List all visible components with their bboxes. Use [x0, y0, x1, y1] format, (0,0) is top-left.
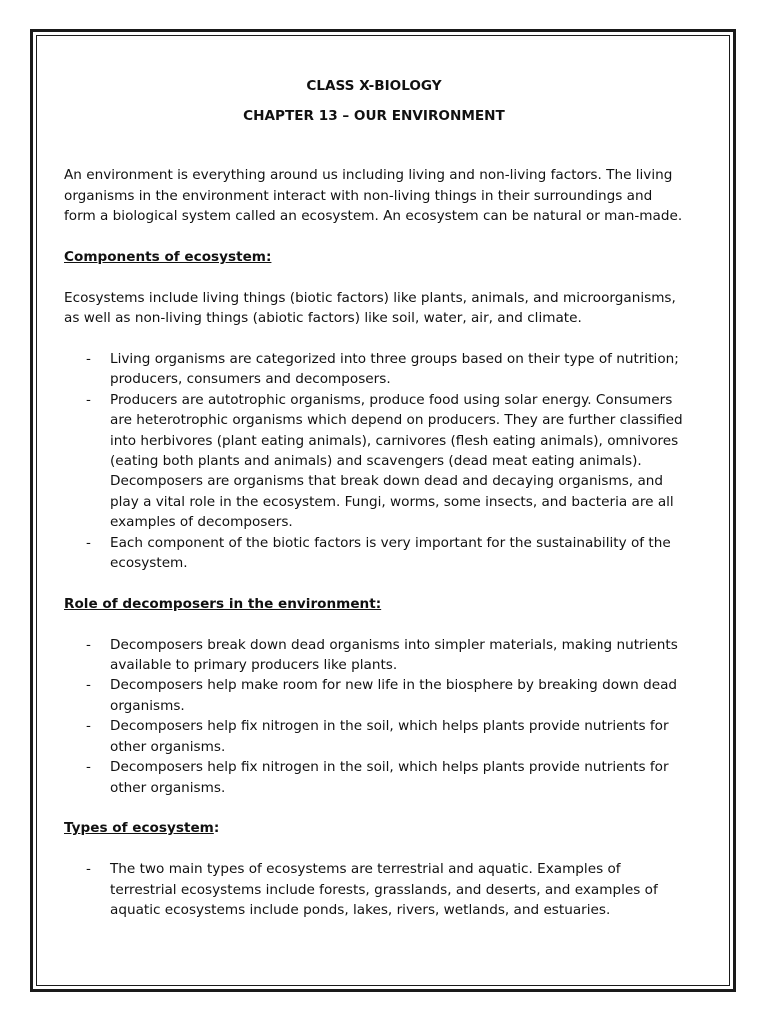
chapter-title: CHAPTER 13 – OUR ENVIRONMENT [243, 108, 505, 124]
components-paragraph: Ecosystems include living things (biotic factors) like plants, animals, and microorganisms, as well as non-living things (abiotic factors) like soil, water, air, and climate. [64, 289, 676, 327]
section-heading-types [64, 818, 684, 838]
intro-paragraph: An environment is everything around us including living and non-living factors. The living organisms in the environment interact with non-living things in their surroundings and form a biological system called an ecosystem. An ecosystem can be natural or man-made. [64, 167, 683, 225]
section-heading-decomposers [64, 594, 684, 614]
section-heading-components [64, 247, 684, 267]
list-item-text: Decomposers help fix nitrogen in the soil, which helps plants provide nutrients for other organisms. [110, 718, 669, 755]
list-item-text: The two main types of ecosystems are terrestrial and aquatic. Examples of terrestrial ecosystems include forests, grasslands, and deserts, and examples of aquatic ecosystems include ponds, lakes, rivers, wetlands, and estuaries. [110, 861, 658, 918]
section-heading-text: Components of ecosystem: [64, 249, 272, 266]
list-item [64, 716, 684, 757]
document-body [64, 76, 684, 941]
dash-bullet: - [86, 861, 91, 878]
list-item-text: Producers are autotrophic organisms, produce food using solar energy. Consumers are heterotrophic organisms which depend on producers. They are further classified into herbivores (plant eating animals), carnivores (flesh eating animals), omnivores (eating both plants and animals) and scavengers (dead meat eating animals). Decomposers are organisms that break down dead and decaying organisms, and play a vital role in the ecosystem. Fungi, worms, some insects, and bacteria are all examples of decomposers. [110, 391, 683, 531]
types-list [64, 859, 684, 920]
decomposers-list [64, 635, 684, 798]
dash-bullet: - [86, 759, 91, 776]
list-item [64, 349, 684, 390]
list-item-text: Each component of the biotic factors is very important for the sustainability of the ecosystem. [110, 534, 671, 572]
section-heading-text: Role of decomposers in the environment: [64, 595, 382, 612]
dash-bullet: - [86, 391, 91, 408]
list-item [64, 533, 684, 574]
list-item-text: Decomposers break down dead organisms into simpler materials, making nutrients available to primary producers like plants. [110, 636, 678, 674]
section-heading-suffix: : [213, 820, 220, 837]
document-title: CLASS X-BIOLOGY [306, 78, 442, 94]
list-item [64, 757, 684, 798]
list-item [64, 675, 684, 716]
dash-bullet: - [86, 534, 91, 551]
list-item [64, 859, 684, 920]
list-item [64, 635, 684, 676]
dash-bullet: - [86, 636, 91, 653]
list-item-text: Decomposers help make room for new life in the biosphere by breaking down dead organisms. [110, 677, 678, 714]
dash-bullet: - [86, 351, 91, 368]
components-list [64, 349, 684, 573]
dash-bullet: - [86, 677, 91, 694]
list-item-text: Living organisms are categorized into three groups based on their type of nutrition; producers, consumers and decomposers. [110, 351, 679, 388]
dash-bullet: - [86, 718, 91, 735]
section-heading-text: Types of ecosystem [64, 820, 214, 837]
list-item [64, 390, 684, 533]
list-item-text: Decomposers help fix nitrogen in the soil, which helps plants provide nutrients for other organisms. [110, 759, 669, 796]
